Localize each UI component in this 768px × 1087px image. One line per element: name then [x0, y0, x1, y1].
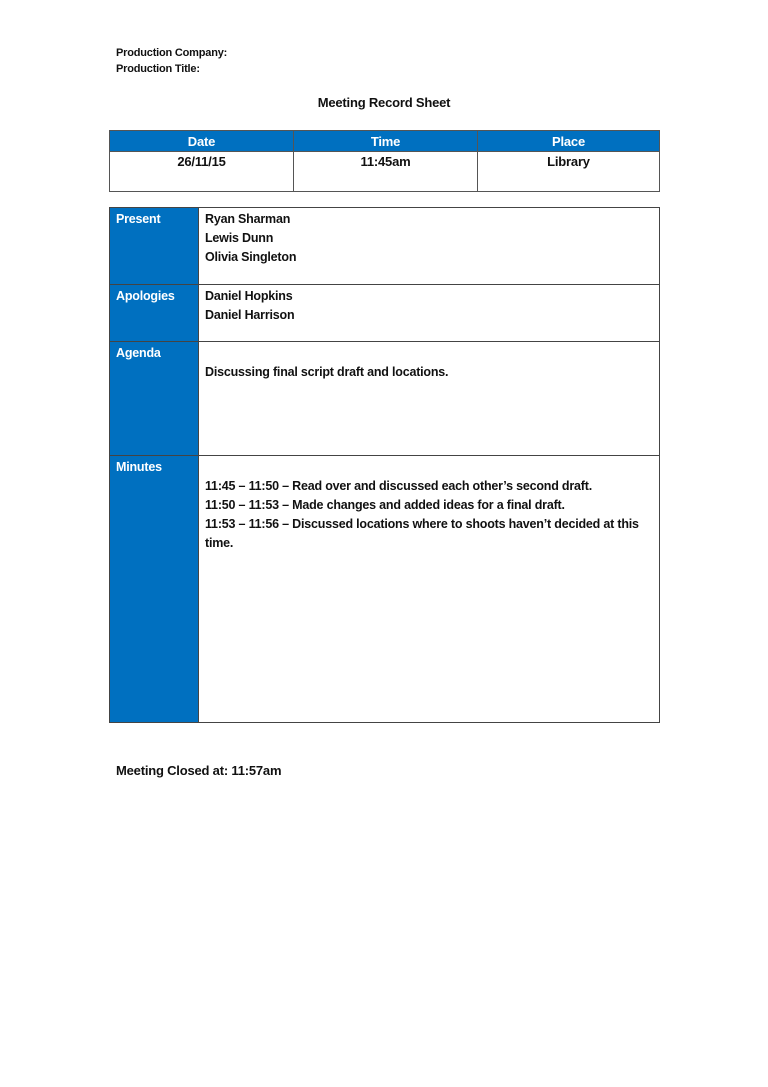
meeting-record-table: [109, 207, 660, 723]
time-value: 11:45am: [294, 152, 478, 192]
minute-entry: 11:45 – 11:50 – Read over and discussed each other’s second draft.: [205, 479, 592, 493]
minutes-row: [110, 456, 660, 723]
time-header: Time: [294, 131, 478, 152]
meeting-info-table: [109, 130, 660, 192]
present-row: [110, 208, 660, 285]
meeting-closed: Meeting Closed at: 11:57am: [116, 763, 282, 778]
production-company-label: Production Company:: [116, 47, 228, 59]
place-header: Place: [478, 131, 660, 152]
apologies-label: Apologies: [110, 285, 199, 342]
date-value: 26/11/15: [110, 152, 294, 192]
agenda-label: Agenda: [110, 342, 199, 456]
agenda-row: [110, 342, 660, 456]
apologies-list: [199, 285, 660, 342]
minutes-label: Minutes: [110, 456, 199, 723]
agenda-cell: [199, 342, 660, 456]
apologies-row: [110, 285, 660, 342]
apology: Daniel Harrison: [205, 308, 295, 322]
minute-entry: 11:53 – 11:56 – Discussed locations where to shoots haven’t decided at this time.: [205, 517, 639, 550]
place-value: Library: [478, 152, 660, 192]
attendee: Olivia Singleton: [205, 250, 297, 264]
agenda-text: Discussing final script draft and locations.: [205, 365, 449, 379]
date-header: Date: [110, 131, 294, 152]
production-title-label: Production Title:: [116, 63, 200, 75]
apology: Daniel Hopkins: [205, 289, 293, 303]
minutes-cell: [199, 456, 660, 723]
page-title: Meeting Record Sheet: [317, 95, 451, 110]
present-list: [199, 208, 660, 285]
attendee: Ryan Sharman: [205, 212, 291, 226]
minute-entry: 11:50 – 11:53 – Made changes and added ideas for a final draft.: [205, 498, 565, 512]
present-label: Present: [110, 208, 199, 285]
attendee: Lewis Dunn: [205, 231, 274, 245]
